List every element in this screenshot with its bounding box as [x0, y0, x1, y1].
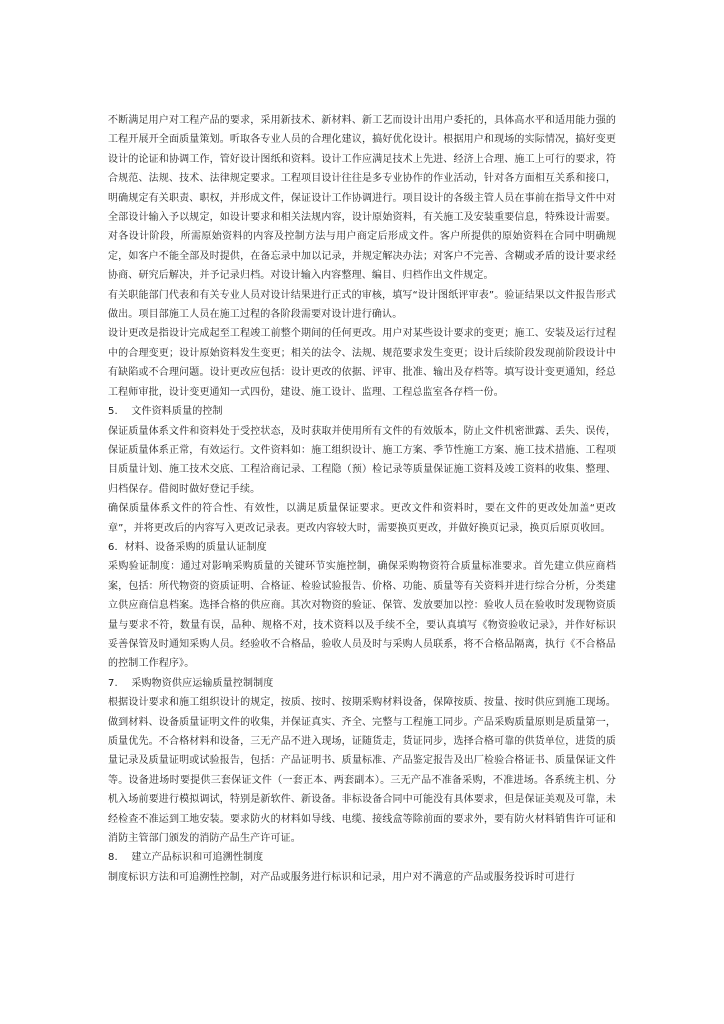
paragraph-design-change: 设计更改是指设计完成起至工程竣工前整个期间的任何更改。用户对某些设计要求的变更；施工、安装及运行过程中的合理变更；设计原始资料发生变更；相关的法令、法规、规范要求发生变更；设计后续阶段发现前阶段设计中有缺陷或不合理问题。设计更改应包括：设计更改的依据、评审、批准、输出及存档等。填写设计变更通知，经总工程师审批，设计变更通知一式四份，建设、施工设计、监理、工程总监室各存档一份。: [108, 328, 616, 398]
paragraph-document-control: 保证质量体系文件和资料处于受控状态，及时获取并使用所有文件的有效版本，防止文件机密泄露、丢失、误传，保证质量体系正常，有效运行。文件资料如：施工组织设计、施工方案、季节性施工方案、施工技术措施、工程项目质量计划、施工技术交底、工程洽商记录、工程隐（预）检记录等质量保证施工资料及竣工资料的收集、整理、归档保存。借阅时做好登记手续。: [108, 425, 616, 495]
section-heading-7: 7. 采购物资供应运输质量控制制度: [108, 677, 274, 689]
paragraph-design-quality: 不断满足用户对工程产品的要求，采用新技术、新材料、新工艺而设计出用户委托的，具体高水平和适用能力强的工程开展开全面质量策划。听取各专业人员的合理化建议，搞好优化设计。根据用户和现场的实际情况，搞好变更设计的论证和协调工作，管好设计图纸和资料。设计工作应满足技术上先进、经济上合理、施工上可行的要求，符合规范、法规、技术、法律规定要求。工程项目设计往往是多专业协作的作业活动，针对各方面相互关系和接口，明确规定有关职责、职权，并形成文件，保证设计工作协调进行。项目设计的各级主管人员在事前在指导文件中对全部设计输入予以规定，如设计要求和相关法规内容，设计原始资料，有关施工及安装重要信息，特殊设计需要。对各设计阶段，所需原始资料的内容及控制方法与用户商定后形成文件。客户所提供的原始资料在合同中明确规定，如客户不能全部及时提供，在备忘录中加以记录，并规定解决办法；对客户不完善、含糊或矛盾的设计要求经协商、研究后解决，并予记录归档。对设计输入内容整理、编目、归档作出文件规定。: [108, 115, 616, 282]
document-page: [108, 111, 616, 887]
paragraph-supply-transport: 根据设计要求和施工组织设计的规定，按质、按时、按期采购材料设备，保障按质、按量、按时供应到施工现场。做到材料、设备质量证明文件的收集，并保证真实、齐全、完整与工程施工同步。产品采购质量原则是质量第一，质量优先。不合格材料和设备，三无产品不进入现场，证随货走，货证同步，选择合格可靠的供货单位，进货的质量记录及质量证明或试验报告，包括：产品证明书、质量标准、产品鉴定报告及出厂检验合格证书、质量保证文件等。设备进场时要提供三套保证文件（一套正本、两套副本）。三无产品不准备采购，不准进场。各系统主机、分机入场前要进行模拟调试，特别是新软件、新设备。非标设备合同中可能没有具体要求，但是保证美观及可靠，未经检查不准运到工地安装。要求防火的材料如导线、电缆、接线盒等除前面的要求外，要有防火材料销售许可证和消防主管部门颁发的消防产品生产许可证。: [108, 697, 616, 845]
paragraph-document-change: 确保质量体系文件的符合性、有效性，以满足质量保证要求。更改文件和资料时，要在文件的更改处加盖“更改章”，并将更改后的内容写入更改记录表。更改内容较大时，需要换页更改，并做好换页记录，换页后原页收回。: [108, 503, 616, 534]
paragraph-traceability: 制度标识方法和可追溯性控制，对产品或服务进行标识和记录，用户对不满意的产品或服务投诉时可进行: [108, 871, 575, 883]
section-heading-8: 8. 建立产品标识和可追溯性制度: [108, 852, 264, 864]
paragraph-procurement-verification: 采购验证制度：通过对影响采购质量的关键环节实施控制，确保采购物资符合质量标准要求。首先建立供应商档案，包括：所代物资的资质证明、合格证、检验试验报告、价格、功能、质量等有关资料并进行综合分析，分类建立供应商信息档案。选择合格的供应商。其次对物资的验证、保管、发放要加以控：验收人员在验收时发现物资质量与要求不符，数量有误，品种、规格不对，技术资料以及手续不全，要认真填写《物资验收记录》，并作好标识妥善保管及时通知采购人员。经验收不合格品，验收人员及时与采购人员联系，将不合格品隔离，执行《不合格品的控制工作程序》。: [108, 561, 616, 670]
section-heading-6: 6．材料、设备采购的质量认证制度: [108, 541, 267, 553]
section-heading-5: 5. 文件资料质量的控制: [108, 406, 223, 418]
paragraph-design-review: 有关职能部门代表和有关专业人员对设计结果进行正式的审核，填写“设计图纸评审表”。验证结果以文件报告形式做出。项目部施工人员在施工过程的各阶段需要对设计进行确认。: [108, 289, 617, 321]
